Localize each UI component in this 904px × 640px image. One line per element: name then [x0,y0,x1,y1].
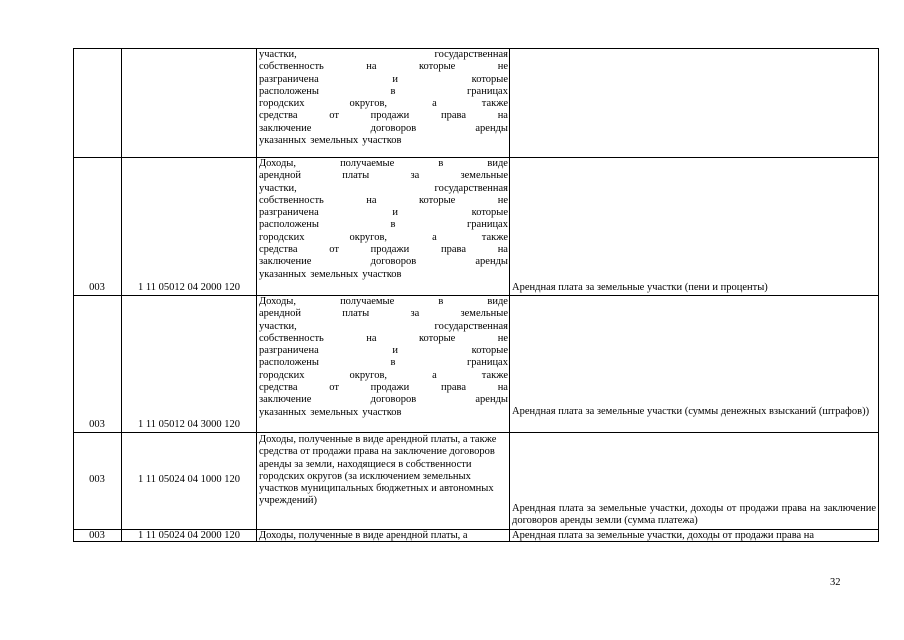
description-word: участков [362,268,402,280]
description-word: земельные [460,170,508,182]
table-row-4-income-code: 1 11 05024 04 2000 120 [138,530,240,541]
description-word: на [497,244,508,256]
description-word: собственность [259,332,324,344]
description-word: округов, [349,231,388,243]
description-word: арендной [259,170,302,182]
description-word: продажи [370,110,410,122]
description-word: городских [259,98,305,110]
table-row-3-income-code: 1 11 05024 04 1000 120 [138,474,240,485]
description-word: которые [471,345,508,357]
description-line [259,296,508,308]
description-word: аренды [475,256,508,268]
description-word: указанных [259,268,307,280]
description-line [259,308,508,320]
description-line [259,195,508,207]
page-number: 32 [830,577,841,588]
description-word: аренды [475,122,508,134]
description-word: от [329,244,339,256]
description-word: права [440,244,466,256]
description-word: разграничена [259,207,319,219]
description-word: получаемые [340,296,395,307]
table-rule [121,48,122,542]
table-row-4-description: Доходы, полученные в виде арендной платы, а [259,530,468,541]
description-line [259,219,508,231]
description-word: заключение [259,394,312,406]
description-word: также [481,231,508,243]
description-word: также [481,369,508,381]
description-word: а [432,231,437,243]
description-word: которые [418,61,456,73]
description-line [259,333,508,345]
description-line [259,135,508,147]
description-line [259,394,508,406]
description-word: земельных [310,135,359,147]
description-word: которые [418,194,456,206]
description-word: платы [342,308,370,320]
description-word: собственность [259,194,324,206]
description-word: на [497,382,508,394]
description-word: земельные [460,308,508,320]
description-word: государственная [434,182,508,194]
description-line [259,110,508,122]
description-word: городских [259,231,305,243]
description-word: от [329,382,339,394]
description-word: права [440,110,466,122]
description-word: в [438,296,444,307]
description-word: границах [466,357,508,369]
description-word: договоров [370,122,417,134]
description-word: участков [362,135,402,147]
description-word: и [392,73,398,85]
description-word: указанных [259,406,307,418]
description-line [259,183,508,195]
table-row-2-description [259,296,508,419]
description-word: участки, [259,49,297,60]
description-word: не [497,332,508,344]
description-word: продажи [370,382,410,394]
description-word: в [390,219,396,231]
description-word: расположены [259,85,319,97]
description-word: аренды [475,394,508,406]
table-rule [256,48,257,542]
description-word: на [366,194,377,206]
income-codes-table [73,48,879,542]
description-word: указанных [259,135,307,147]
description-line [259,158,508,170]
description-word: государственная [434,49,508,60]
description-line [259,382,508,394]
description-word: которые [418,332,456,344]
description-word: собственность [259,61,324,73]
description-word: земельных [310,268,359,280]
description-word: Доходы, [259,296,296,307]
description-line [259,269,508,281]
description-word: расположены [259,357,319,369]
description-word: средства [259,382,298,394]
table-row-1-description [259,158,508,281]
description-line [259,244,508,256]
description-word: на [497,110,508,122]
description-word: средства [259,244,298,256]
description-line [259,61,508,73]
table-row-4-note: Арендная плата за земельные участки, доходы от продажи права на [512,530,815,541]
description-line [259,321,508,333]
table-row-3-admin-code: 003 [89,474,105,485]
description-word: продажи [370,244,410,256]
description-word: городских [259,369,305,381]
description-line [259,345,508,357]
description-word: на [366,61,377,73]
description-word: и [392,207,398,219]
description-word: в [390,357,396,369]
description-word: округов, [349,369,388,381]
table-row-1-income-code: 1 11 05012 04 2000 120 [138,282,240,293]
description-word: участков [362,406,402,418]
description-word: а [432,369,437,381]
table-row-2-income-code: 1 11 05012 04 3000 120 [138,419,240,430]
description-word: границах [466,85,508,97]
description-word: права [440,382,466,394]
table-rule [878,48,879,542]
description-word: также [481,98,508,110]
description-word: Доходы, [259,158,296,169]
description-line [259,370,508,382]
description-word: в [390,85,396,97]
table-row-1-admin-code: 003 [89,282,105,293]
description-word: на [366,332,377,344]
description-word: арендной [259,308,302,320]
description-word: округов, [349,98,388,110]
description-line [259,232,508,244]
description-line [259,86,508,98]
table-row-2-note: Арендная плата за земельные участки (суммы денежных взысканий (штрафов)) [512,406,870,417]
description-word: земельных [310,406,359,418]
description-word: границах [466,219,508,231]
description-word: от [329,110,339,122]
description-word: и [392,345,398,357]
table-rule [73,432,879,433]
description-word: виде [487,296,508,307]
table-row-4-admin-code: 003 [89,530,105,541]
description-word: виде [487,158,508,169]
description-word: за [410,308,420,320]
description-line [259,407,508,419]
description-line [259,357,508,369]
table-row-0-description [259,49,508,147]
description-word: заключение [259,122,312,134]
table-row-3-note: Арендная плата за земельные участки, доходы от продажи права на заключение договоров аренды земли (сумма платежа) [512,503,876,527]
description-word: не [497,194,508,206]
description-word: не [497,61,508,73]
description-word: расположены [259,219,319,231]
table-rule [509,48,510,542]
table-row-1-note: Арендная плата за земельные участки (пени и проценты) [512,282,768,293]
description-line [259,256,508,268]
description-word: платы [342,170,370,182]
description-word: заключение [259,256,312,268]
description-word: государственная [434,320,508,332]
description-word: которые [471,207,508,219]
table-row-3-description: Доходы, полученные в виде арендной платы, а также средства от продажи права на заключение договоров аренды за земли, находящиеся в собственности городских округов (за исключением земельных участков муниципальных бюджетных и автономных учреждений) [259,434,497,507]
description-word: договоров [370,256,417,268]
table-rule [73,48,74,542]
description-word: договоров [370,394,417,406]
description-word: разграничена [259,73,319,85]
description-word: разграничена [259,345,319,357]
description-word: которые [471,73,508,85]
description-word: за [410,170,420,182]
description-word: получаемые [340,158,395,169]
description-word: в [438,158,444,169]
description-word: средства [259,110,298,122]
description-line [259,74,508,86]
description-line [259,98,508,110]
description-line [259,170,508,182]
description-word: а [432,98,437,110]
table-row-2-admin-code: 003 [89,419,105,430]
description-line [259,207,508,219]
description-word: участки, [259,182,297,194]
description-line [259,123,508,135]
description-word: участки, [259,320,297,332]
description-line [259,49,508,61]
